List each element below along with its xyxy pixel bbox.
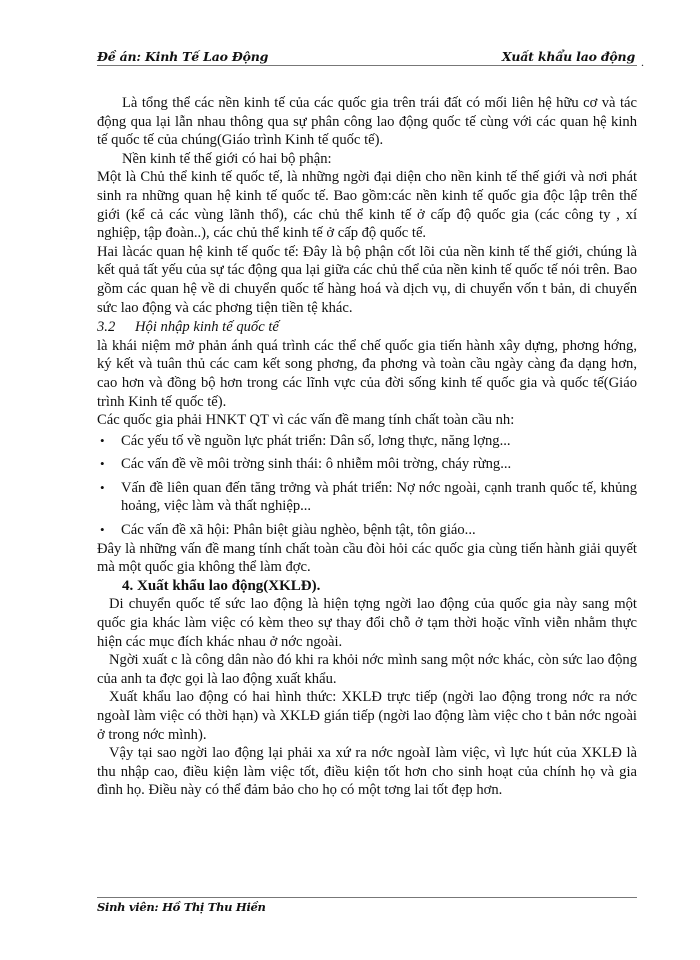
page-footer <box>97 897 637 914</box>
list-item: • Các vấn đề xã hội: Phân biệt giàu nghèo, bệnh tật, tôn giáo... <box>100 522 476 539</box>
global-issues-list <box>97 432 637 540</box>
bullet-icon: • <box>100 432 105 448</box>
bullet-icon: • <box>100 479 105 495</box>
section-title: Hội nhập kinh tế quốc tế <box>135 319 279 336</box>
paragraph-labor-migration: Di chuyển quốc tế sức lao động là hiện tợng ngời lao động của quốc gia này sang một quốc gia khác làm việc có kèm theo sự thay đổi chỗ ở tạm thời hoặc vĩnh viễn nhằm thực hiện các mục đích khác nhau ở nớc ngoài. <box>97 596 637 650</box>
document-body <box>97 94 637 800</box>
page-header <box>97 48 637 66</box>
bullet-icon: • <box>100 522 105 538</box>
list-item: • Vấn đề liên quan đến tăng trởng và phát triển: Nợ nớc ngoài, cạnh tranh quốc tế, khủng hoảng, việc làm và thất nghiệp... <box>100 479 637 515</box>
paragraph-export-forms: Xuất khẩu lao động có hai hình thức: XKLĐ trực tiếp (ngời lao động trong nớc ra nớc ngoàI làm việc có thời hạn) và XKLĐ gián tiếp (ngời lao động làm việc cho t bản nớc ngoài ở trong nớc mình). <box>97 689 637 743</box>
paragraph-global-issues-summary: Đây là những vấn đề mang tính chất toàn cầu đòi hỏi các quốc gia cùng tiến hành giải quyết mà một quốc gia không thể làm đợc. <box>97 540 637 576</box>
header-project-title: Đề án: Kinh Tế Lao Động <box>97 49 269 64</box>
list-item: • Các yếu tố về nguồn lực phát triển: Dân số, lơng thực, năng lợng... <box>100 432 511 449</box>
bullet-icon: • <box>100 456 105 472</box>
paragraph-two-parts: Nền kinh tế thế giới có hai bộ phận: <box>122 150 332 167</box>
paragraph-global-issues-intro: Các quốc gia phải HNKT QT vì các vấn đề mang tính chất toàn cầu nh: <box>97 412 515 429</box>
paragraph-economic-actors: Một là Chủ thể kinh tế quốc tế, là những ngời đại diện cho nền kinh tế thế giới và nơi phát sinh ra những quan hệ kinh tế quốc tế. Bao gồm:các nền kinh tế quốc gia độc lập trên thế giới (kể cả các vùng lãnh thổ), các chủ thể kinh tế ở cấp độ quốc gia (các công ty , xí nghiệp, tập đoàn..), các chủ thể kinh tế ở cấp độ quốc tế. <box>97 169 637 242</box>
header-topic-title: Xuất khẩu lao động <box>501 49 635 64</box>
paragraph-export-reasons: Vậy tại sao ngời lao động lại phải xa xứ ra nớc ngoàI làm việc, vì lực hút của XKLĐ là thu nhập cao, điều kiện làm việc tốt, điều kiện tốt hơn cho sinh hoạt của chính họ và gia đình họ. Điều này có thể đảm bảo cho họ có một tơng lai tốt đẹp hơn. <box>97 745 637 799</box>
footer-student-name: Sinh viên: Hồ Thị Thu Hiền <box>97 900 266 914</box>
paragraph-world-economy-definition: Là tổng thể các nền kinh tế của các quốc gia trên trái đất có mối liên hệ hữu cơ và tác động qua lại lẫn nhau thông qua sự phân công lao động quốc tế cùng với các quan hệ kinh tế quốc tế của chúng(Giáo trình Kinh tế quốc tế). <box>97 95 637 149</box>
section-heading-3-2 <box>97 318 637 337</box>
section-heading-4: 4. Xuất khẩu lao động(XKLĐ). <box>122 577 321 594</box>
paragraph-integration-definition: là khái niệm mở phản ánh quá trình các thể chế quốc gia tiến hành xây dựng, phơng hớng, ký kết và tuân thủ các cam kết song phơng, đa phơng và toàn cầu ngày càng đa dạng hơn, cao hơn và đồng bộ hơn trong các lĩnh vực của đời sống kinh tế quốc gia và quốc tế(Giáo trình Kinh tế quốc tế). <box>97 337 637 410</box>
paragraph-emigrant-definition: Ngời xuất c là công dân nào đó khi ra khỏi nớc mình sang một nớc khác, còn sức lao động của anh ta đợc gọi là lao động xuất khẩu. <box>97 652 637 687</box>
section-number: 3.2 <box>97 319 116 336</box>
paragraph-economic-relations: Hai làcác quan hệ kinh tế quốc tế: Đây là bộ phận cốt lõi của nền kinh tế thế giới, chúng là kết quả tất yếu của sự tác động qua lại giữa các chủ thể của nền kinh tế quốc tế nói trên. Bao gồm các quan hệ về di chuyển quốc tế hàng hoá và dịch vụ, di chuyển vốn t bản, di chuyển sức lao động và các phơng tiện tiền tệ khác. <box>97 243 637 316</box>
header-dot: . <box>641 55 644 69</box>
list-item: • Các vấn đề về môi trờng sinh thái: ô nhiễm môi trờng, cháy rừng... <box>100 456 512 473</box>
